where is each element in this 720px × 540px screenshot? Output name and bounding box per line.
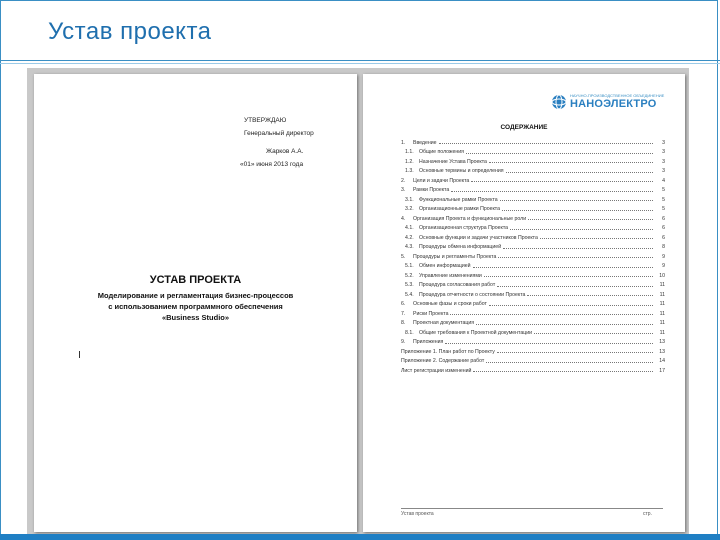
table-of-contents: [401, 136, 665, 374]
toc-entry-page: 10: [659, 272, 665, 279]
toc-entry-number: 1.1.: [405, 149, 414, 155]
toc-entry-title: Общие положения: [419, 149, 464, 155]
toc-leader-dots: [534, 333, 653, 334]
toc-entry-number: 5.: [401, 253, 406, 260]
toc-leader-dots: [506, 172, 653, 173]
toc-entry[interactable]: [401, 269, 665, 279]
toc-entry-title: Приложения: [413, 339, 444, 345]
toc-entry-page: 14: [659, 358, 665, 364]
document-page-title: [34, 74, 357, 532]
approval-date: «01» июня 2013 года: [240, 161, 304, 168]
toc-entry-title: Лист регистрации изменений: [401, 367, 472, 374]
title-divider-secondary: [0, 63, 720, 64]
toc-entry-number: 1.3.: [405, 168, 414, 174]
toc-entry-page: 17: [659, 367, 665, 374]
toc-leader-dots: [439, 143, 654, 144]
toc-entry[interactable]: [401, 193, 665, 203]
toc-entry-number: 5.4.: [405, 291, 414, 298]
toc-entry[interactable]: [401, 336, 665, 346]
toc-entry-title: Проектная документация: [413, 320, 475, 326]
document-page-contents: [363, 74, 685, 532]
toc-leader-dots: [510, 229, 653, 230]
toc-entry-page: 6: [662, 225, 665, 231]
toc-entry[interactable]: [401, 155, 665, 165]
logo-globe-icon: [551, 94, 567, 110]
toc-entry-title: Общие требования к Проектной документации: [419, 329, 532, 336]
toc-entry-number: 6.: [401, 301, 406, 307]
toc-entry-title: Приложение 2. Содержание работ: [401, 358, 485, 364]
toc-entry-page: 5: [662, 187, 665, 193]
toc-leader-dots: [476, 324, 653, 325]
toc-leader-dots: [471, 181, 653, 182]
toc-leader-dots: [473, 267, 653, 268]
toc-entry[interactable]: [401, 364, 665, 374]
toc-entry-number: 4.2.: [405, 234, 414, 241]
toc-entry-number: 1.: [401, 139, 406, 146]
toc-entry[interactable]: [401, 250, 665, 260]
document-subtitle-line: с использованием программного обеспечения: [108, 302, 283, 311]
document-subtitle-line: «Business Studio»: [161, 313, 230, 322]
toc-leader-dots: [489, 305, 653, 306]
page-footer-left: Устав проекта: [401, 511, 434, 517]
toc-entry-title: Основные фазы и сроки работ: [413, 301, 487, 307]
toc-entry-title: Риски Проекта: [413, 310, 449, 317]
toc-entry[interactable]: [401, 260, 665, 270]
toc-entry[interactable]: [401, 241, 665, 251]
toc-entry[interactable]: [401, 203, 665, 213]
toc-entry-title: Рамки Проекта: [413, 187, 450, 193]
toc-leader-dots: [500, 200, 653, 201]
approval-position: Генеральный директор: [244, 130, 314, 137]
toc-entry[interactable]: [401, 174, 665, 184]
toc-entry[interactable]: [401, 279, 665, 289]
toc-entry-title: Основные термины и определения: [419, 168, 504, 174]
footer-divider: [401, 508, 663, 509]
toc-entry-number: 3.2.: [405, 206, 414, 212]
toc-leader-dots: [445, 343, 653, 344]
toc-entry-page: 5: [662, 206, 665, 212]
logo-tagline: НАУЧНО-ПРОИЗВОДСТВЕННОЕ ОБЪЕДИНЕНИЕ: [570, 93, 665, 98]
toc-entry-title: Приложение 1. План работ по Проекту: [401, 348, 495, 355]
toc-entry-page: 4: [662, 177, 665, 184]
toc-entry-title: Процедуры и регламенты Проекта: [413, 253, 497, 260]
toc-entry-title: Введение: [413, 139, 437, 146]
toc-entry-title: Организация Проекта и функциональные роли: [413, 215, 527, 222]
toc-entry[interactable]: [401, 212, 665, 222]
toc-entry-number: 1.2.: [405, 158, 414, 165]
toc-entry-title: Назначение Устава Проекта: [419, 158, 487, 165]
toc-entry-page: 6: [662, 234, 665, 241]
slide-title: Устав проекта: [48, 18, 212, 45]
toc-entry-page: 11: [659, 301, 665, 307]
toc-entry-page: 9: [662, 253, 665, 260]
toc-entry-page: 9: [662, 263, 665, 269]
toc-heading: СОДЕРЖАНИЕ: [500, 124, 548, 131]
toc-entry-page: 11: [659, 282, 665, 288]
toc-entry-title: Цели и задачи Проекта: [413, 177, 470, 184]
toc-leader-dots: [473, 371, 653, 372]
toc-leader-dots: [489, 162, 653, 163]
toc-leader-dots: [450, 314, 653, 315]
toc-entry-page: 6: [662, 215, 665, 222]
slide-bottom-bar: [0, 534, 720, 540]
toc-entry-title: Процедуры обмена информацией: [419, 244, 502, 250]
toc-entry-page: 3: [662, 139, 665, 146]
approval-signatory: Жарков А.А.: [266, 148, 304, 155]
page-footer-right: стр.: [643, 511, 652, 517]
toc-entry[interactable]: [401, 165, 665, 175]
toc-entry-title: Основные функции и задачи участников Проекта: [419, 234, 538, 241]
toc-leader-dots: [451, 191, 653, 192]
toc-entry-page: 3: [662, 168, 665, 174]
toc-entry-page: 11: [659, 310, 665, 317]
toc-entry-page: 13: [659, 348, 665, 355]
toc-entry-title: Организационная структура Проекта: [419, 225, 509, 231]
toc-leader-dots: [540, 238, 653, 239]
toc-entry-number: 8.1.: [405, 329, 414, 336]
toc-entry-number: 5.3.: [405, 282, 414, 288]
toc-leader-dots: [527, 295, 653, 296]
toc-entry[interactable]: [401, 298, 665, 308]
document-title: УСТАВ ПРОЕКТА: [149, 274, 242, 286]
toc-entry-title: Функциональные рамки Проекта: [419, 196, 498, 203]
toc-entry-title: Обмен информацией: [419, 263, 471, 269]
toc-entry-page: 11: [659, 291, 665, 298]
toc-leader-dots: [497, 286, 653, 287]
toc-entry-page: 5: [662, 196, 665, 203]
toc-leader-dots: [484, 276, 653, 277]
toc-entry-page: 8: [662, 244, 665, 250]
logo-text: НАНОЭЛЕКТРО: [570, 98, 657, 110]
toc-leader-dots: [466, 153, 653, 154]
toc-entry-title: Процедура согласования работ: [419, 282, 496, 288]
toc-entry-number: 4.: [401, 215, 406, 222]
toc-entry[interactable]: [401, 288, 665, 298]
toc-entry-number: 2.: [401, 177, 406, 184]
toc-entry-page: 11: [659, 320, 665, 326]
toc-leader-dots: [497, 352, 653, 353]
toc-entry-page: 11: [659, 329, 665, 336]
approval-label: УТВЕРЖДАЮ: [244, 117, 287, 124]
toc-entry-page: 3: [662, 149, 665, 155]
toc-entry-number: 5.1.: [405, 263, 414, 269]
toc-entry-number: 9.: [401, 339, 406, 345]
toc-entry-number: 8.: [401, 320, 406, 326]
toc-leader-dots: [528, 219, 653, 220]
toc-entry-page: 13: [659, 339, 665, 345]
toc-entry[interactable]: [401, 355, 665, 365]
toc-entry[interactable]: [401, 326, 665, 336]
toc-entry[interactable]: [401, 184, 665, 194]
toc-leader-dots: [486, 362, 653, 363]
toc-entry-title: Организационные рамки Проекта: [419, 206, 501, 212]
toc-entry-number: 3.1.: [405, 196, 414, 203]
toc-entry[interactable]: [401, 307, 665, 317]
toc-leader-dots: [502, 210, 653, 211]
toc-entry-number: 3.: [401, 187, 406, 193]
toc-entry[interactable]: [401, 317, 665, 327]
toc-entry[interactable]: [401, 146, 665, 156]
toc-entry[interactable]: [401, 345, 665, 355]
toc-entry[interactable]: [401, 136, 665, 146]
document-subtitle-line: Моделирование и регламентация бизнес-процессов: [97, 291, 294, 300]
text-cursor: [79, 351, 80, 358]
toc-leader-dots: [498, 257, 653, 258]
toc-entry[interactable]: [401, 222, 665, 232]
toc-entry-title: Процедура отчетности о состоянии Проекта: [419, 291, 526, 298]
toc-entry-title: Управление изменениями: [419, 272, 482, 279]
toc-entry[interactable]: [401, 231, 665, 241]
toc-entry-number: 5.2.: [405, 272, 414, 279]
toc-entry-page: 3: [662, 158, 665, 165]
toc-entry-number: 7.: [401, 310, 406, 317]
toc-entry-number: 4.3.: [405, 244, 414, 250]
toc-leader-dots: [503, 248, 653, 249]
document-viewer: [27, 68, 689, 534]
title-divider: [0, 60, 720, 61]
toc-entry-number: 4.1.: [405, 225, 414, 231]
